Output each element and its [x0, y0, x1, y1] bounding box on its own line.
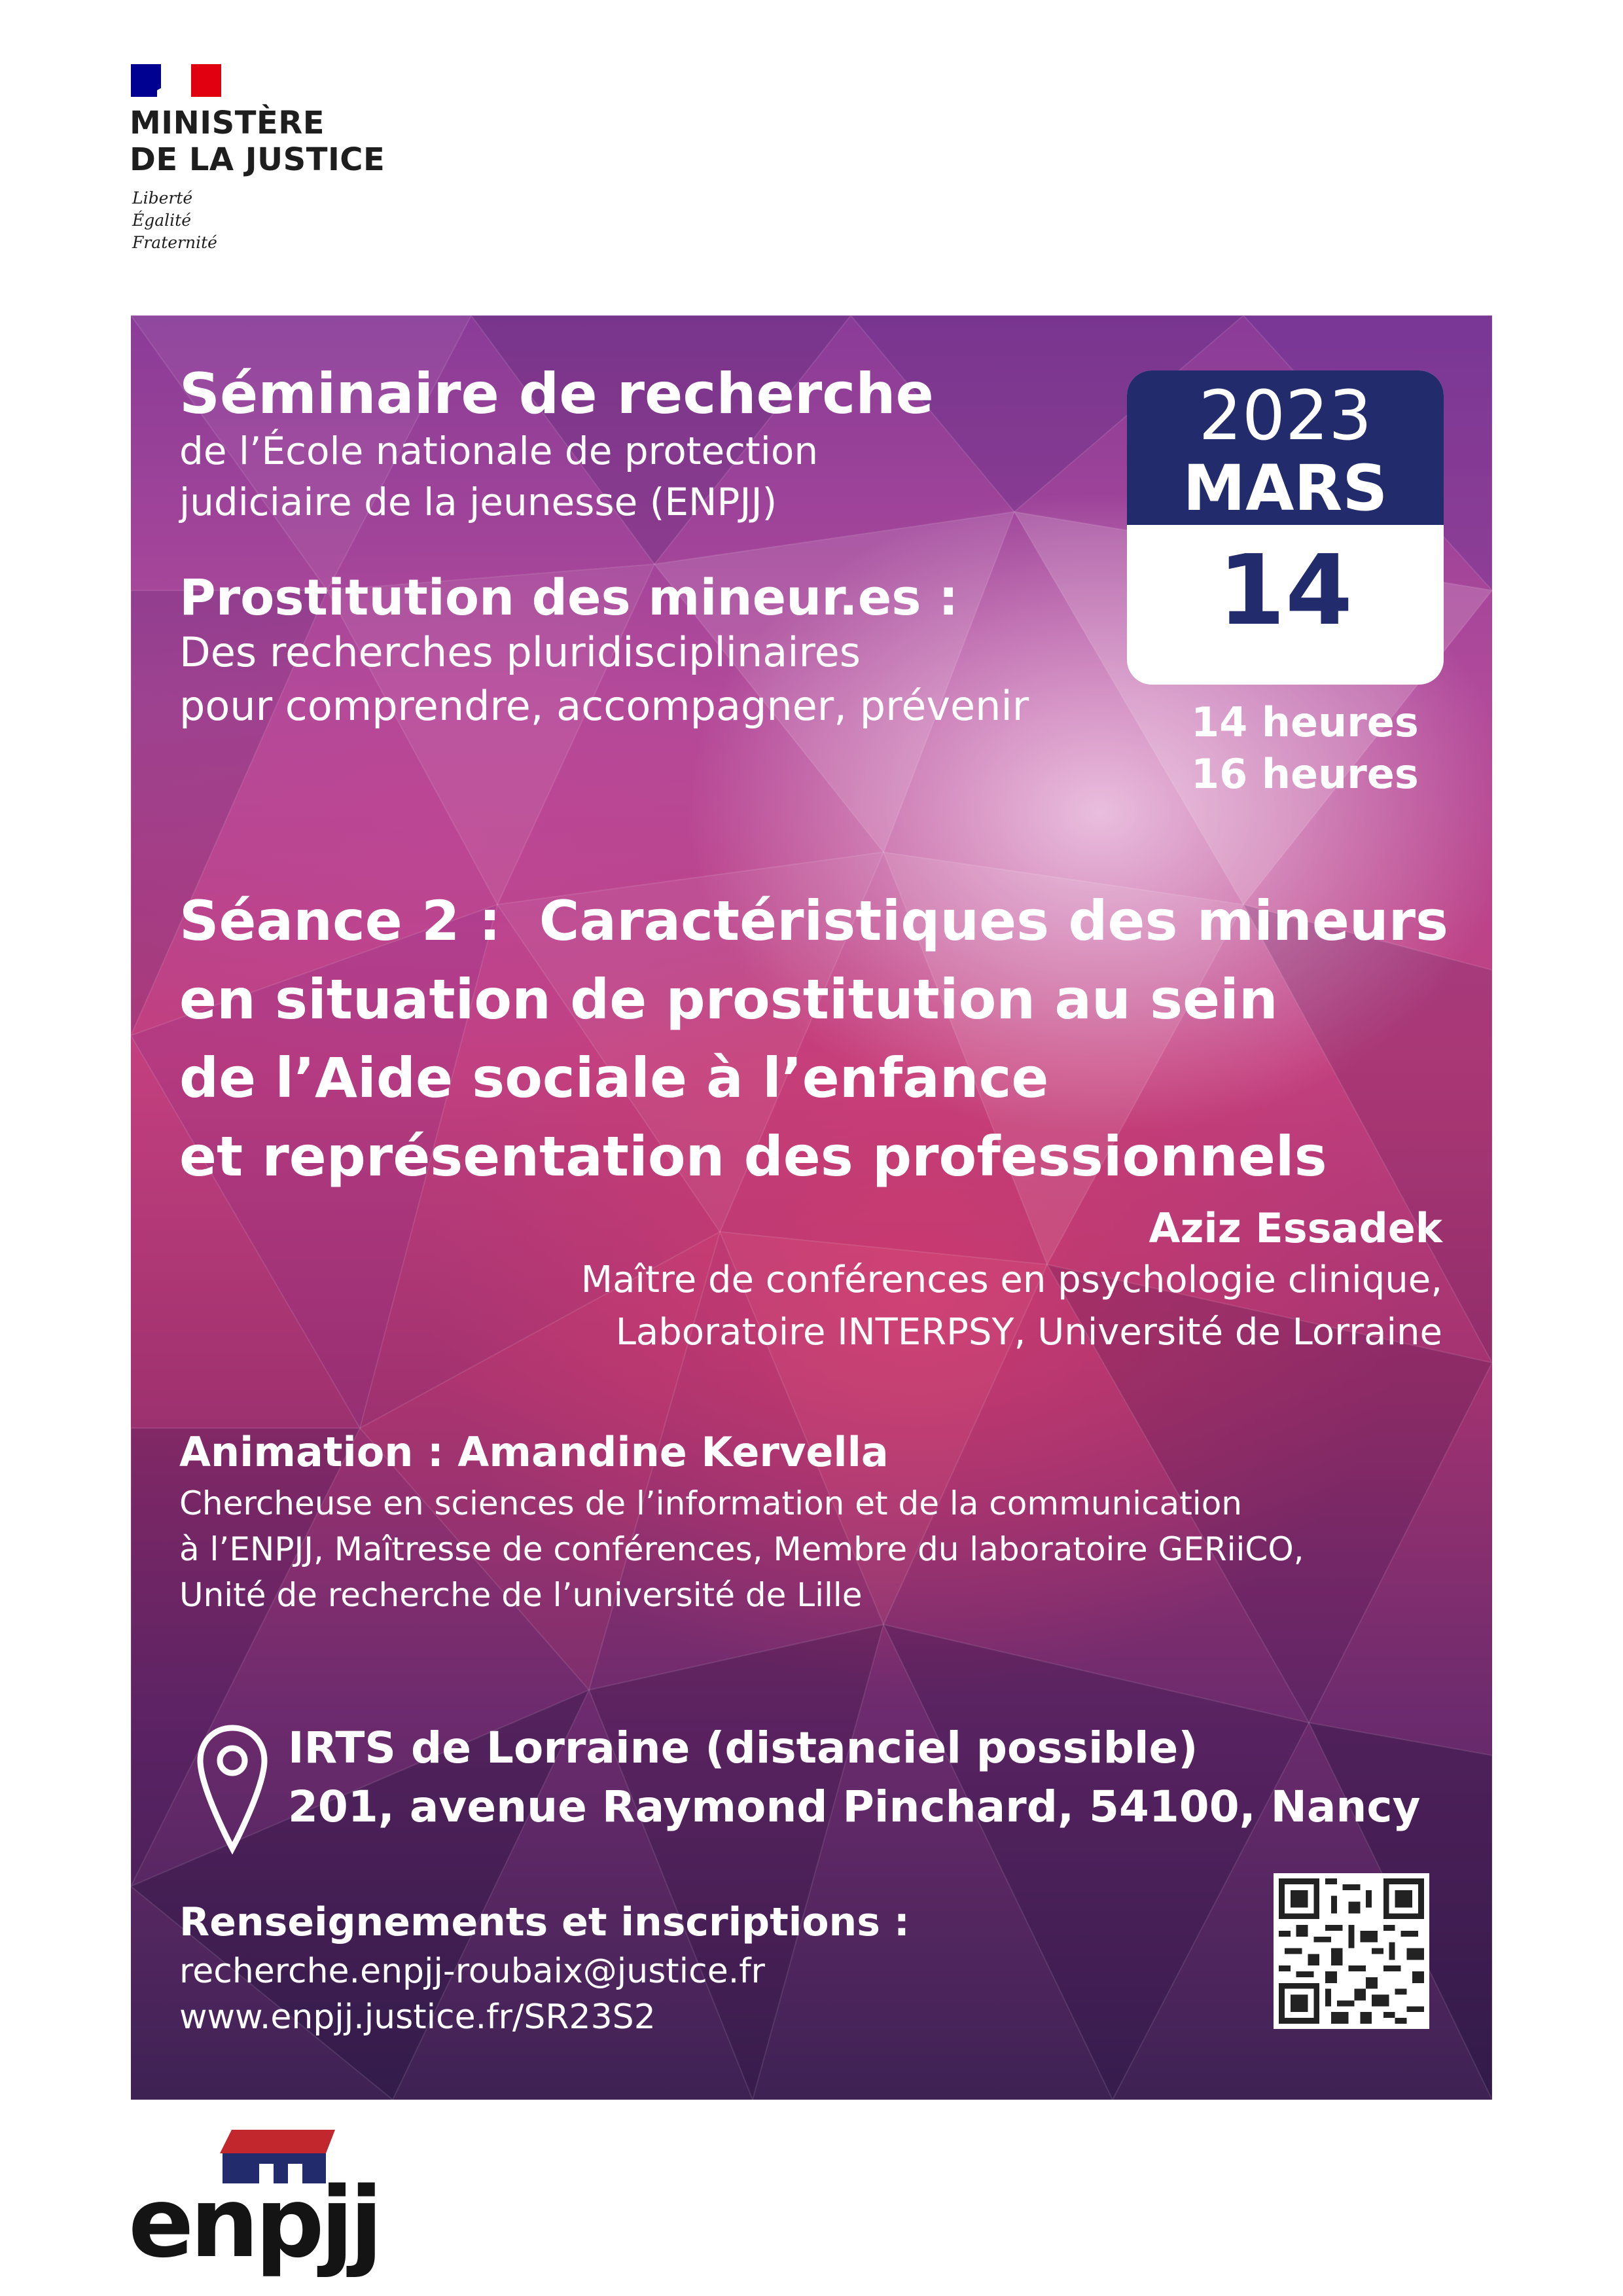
motto-fraternite: Fraternité	[132, 233, 217, 252]
seminar-subtitle	[179, 425, 1096, 528]
topic-sub-line-1: Des recherches pluridisciplinaires	[179, 628, 861, 676]
motto-liberte: Liberté	[132, 188, 193, 207]
animation-title: Animation : Amandine Kervella	[179, 1428, 889, 1476]
seminar-title: Séminaire de recherche	[179, 361, 934, 427]
animation-desc-line-3: Unité de recherche de l’université de Lille	[179, 1576, 863, 1614]
contact-title: Renseignements et inscriptions :	[179, 1899, 910, 1945]
seminar-topic: Prostitution des mineur.es :	[179, 568, 959, 626]
ministry-line-2: DE LA JUSTICE	[130, 141, 385, 178]
venue-name: IRTS de Lorraine (distanciel possible)	[288, 1723, 1198, 1773]
session-line-2: en situation de prostitution au sein	[179, 967, 1278, 1031]
animation-desc-line-1: Chercheuse en sciences de l’information et de la communication	[179, 1484, 1242, 1522]
session-line-1: Séance 2 : Caractéristiques des mineurs	[179, 889, 1449, 953]
speaker-role-line-2: Laboratoire INTERPSY, Université de Lorraine	[615, 1311, 1442, 1354]
speaker-name: Aziz Essadek	[1149, 1204, 1442, 1252]
ministry-name	[130, 105, 385, 178]
time-start: 14 heures	[1191, 698, 1419, 746]
calendar-badge	[1127, 370, 1444, 685]
seminar-subtitle-line-1: de l’École nationale de protection	[179, 429, 819, 473]
contact-email[interactable]: recherche.enpjj-roubaix@justice.fr	[179, 1952, 765, 1991]
republic-motto	[132, 187, 217, 254]
qr-code[interactable]	[1274, 1873, 1429, 2029]
enpjj-logo-text: enpjj	[128, 2166, 380, 2279]
animation-description	[179, 1480, 1462, 1618]
ministry-line-1: MINISTÈRE	[130, 105, 325, 141]
french-flag-logo	[131, 64, 221, 97]
motto-egalite: Égalité	[132, 211, 191, 230]
venue-address: 201, avenue Raymond Pinchard, 54100, Nancy	[288, 1782, 1421, 1832]
qr-code-pattern	[1279, 1878, 1424, 2024]
calendar-day: 14	[1218, 534, 1353, 647]
session-title	[179, 882, 1475, 1196]
time-end: 16 heures	[1191, 750, 1419, 798]
animation-desc-line-2: à l’ENPJJ, Maîtresse de conférences, Membre du laboratoire GERiiCO,	[179, 1530, 1304, 1568]
contact-url[interactable]: www.enpjj.justice.fr/SR23S2	[179, 1998, 656, 2037]
topic-sub-line-2: pour comprendre, accompagner, prévenir	[179, 682, 1029, 730]
session-line-3: de l’Aide sociale à l’enfance	[179, 1046, 1049, 1110]
session-line-4: et représentation des professionnels	[179, 1124, 1327, 1189]
speaker-role	[395, 1254, 1442, 1359]
poster-panel	[131, 315, 1492, 2100]
location-pin-icon	[196, 1724, 268, 1855]
calendar-month: MARS	[1183, 452, 1388, 525]
calendar-year: 2023	[1198, 376, 1372, 456]
seminar-subtitle-line-2: judiciaire de la jeunesse (ENPJJ)	[179, 480, 777, 524]
seminar-topic-sub	[179, 626, 1226, 733]
speaker-role-line-1: Maître de conférences en psychologie clinique,	[580, 1259, 1442, 1301]
